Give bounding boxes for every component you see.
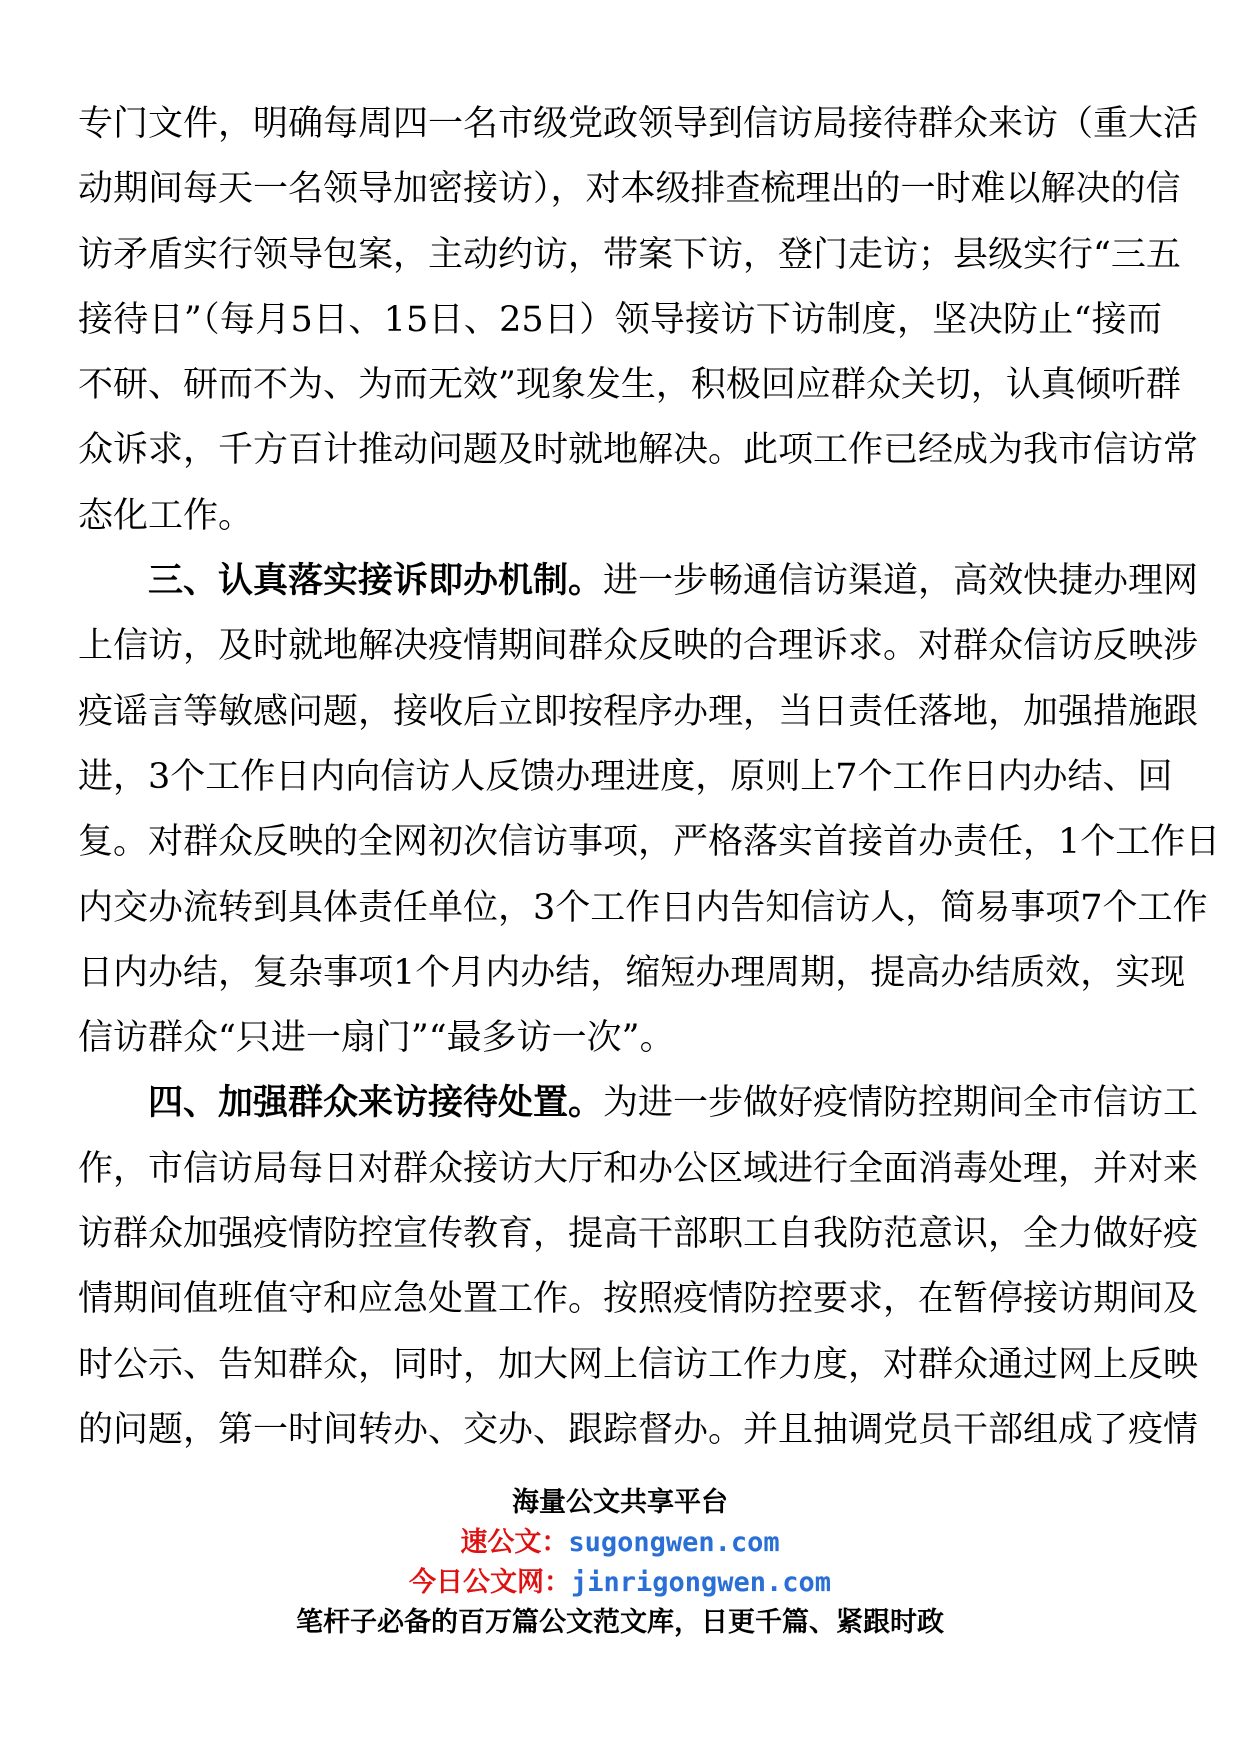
watermark-footer [0,1483,1240,1643]
text-line: 的问题，第一时间转办、交办、跟踪督办。并且抽调党员干部组成了疫情 [78,1409,1199,1450]
text-line: 疫谣言等敏感问题，接收后立即按程序办理，当日责任落地，加强措施跟 [78,691,1199,732]
site-2-label: 今日公文网： [408,1567,571,1598]
section-first-line [78,549,1199,614]
text-line: 作，市信访局每日对群众接访大厅和办公区域进行全面消毒处理，并对来 [78,1148,1199,1189]
paragraph-continuation [78,92,1199,549]
text-line: 上信访，及时就地解决疫情期间群众反映的合理诉求。对群众信访反映涉 [78,626,1199,667]
paragraph-section-3 [78,549,1221,1071]
section-heading: 四、加强群众来访接待处置。 [148,1083,604,1124]
site-1-label: 速公文： [460,1527,569,1558]
text-line: 进，3个工作日内向信访人反馈办理进度，原则上7个工作日内办结、回 [78,756,1173,797]
text-line: 时公示、告知群众，同时，加大网上信访工作力度，对群众通过网上反映 [78,1344,1199,1385]
footer-title: 海量公文共享平台 [512,1487,728,1518]
footer-site-2 [0,1563,1240,1603]
site-2-url[interactable]: jinrigongwen.com [570,1567,832,1598]
footer-site-1 [0,1523,1240,1563]
section-first-line [78,1071,1199,1136]
text-line: 访群众加强疫情防控宣传教育，提高干部职工自我防范意识，全力做好疫 [78,1214,1199,1255]
text-line: 专门文件，明确每周四一名市级党政领导到信访局接待群众来访（重大活 [78,104,1199,144]
text-line: 动期间每天一名领导加密接访），对本级排查梳理出的一时难以解决的信 [78,169,1181,210]
text-line: 态化工作。 [78,495,254,536]
document-body [78,92,1221,1463]
footer-slogan: 笔杆子必备的百万篇公文范文库，日更千篇、紧跟时政 [296,1607,944,1638]
text-line: 访矛盾实行领导包案，主动约访，带案下访，登门走访；县级实行“三五 [78,234,1181,275]
section-lead-text: 进一步畅通信访渠道，高效快捷办理网 [603,561,1199,602]
text-line: 内交办流转到具体责任单位，3个工作日内告知信访人，简易事项7个工作 [78,887,1208,928]
text-line: 日内办结，复杂事项1个月内办结，缩短办理周期，提高办结质效，实现 [78,952,1186,993]
text-line: 信访群众“只进一扇门”“最多访一次”。 [78,1018,675,1059]
section-lead-text: 为进一步做好疫情防控期间全市信访工 [603,1083,1199,1124]
site-1-url[interactable]: sugongwen.com [568,1527,780,1558]
text-line: 情期间值班值守和应急处置工作。按照疫情防控要求，在暂停接访期间及 [78,1279,1199,1320]
text-line: 不研、研而不为、为而无效”现象发生，积极回应群众关切，认真倾听群 [78,365,1181,406]
text-line: 众诉求，千方百计推动问题及时就地解决。此项工作已经成为我市信访常 [78,430,1199,471]
paragraph-section-4 [78,1071,1199,1463]
text-line: 接待日”（每月5日、15日、25日）领导接访下访制度，坚决防止“接而 [78,299,1162,340]
text-line: 复。对群众反映的全网初次信访事项，严格落实首接首办责任，1个工作日 [78,822,1221,863]
section-heading: 三、认真落实接诉即办机制。 [148,561,604,602]
